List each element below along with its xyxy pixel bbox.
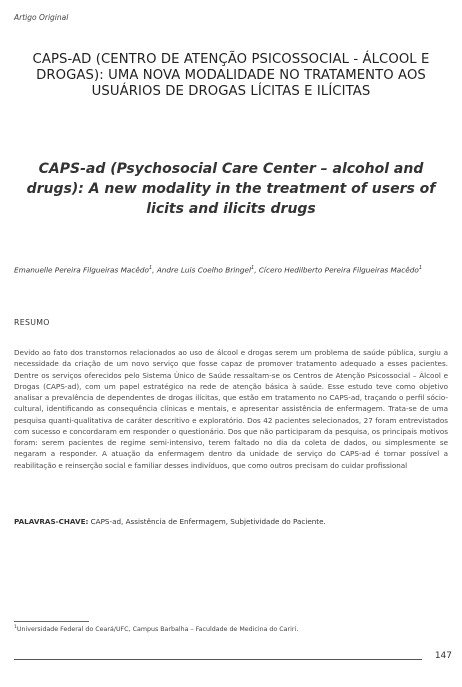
article-title-pt: CAPS-AD (CENTRO DE ATENÇÃO PSICOSSOCIAL - ÁLCOOL E DROGAS): UMA NOVA MODALIDADE NO TRATAMENTO AOS USUÁRIOS DE DROGAS LÍCITAS E ILÍCITAS — [32, 52, 430, 99]
keywords-text: CAPS-ad, Assistência de Enfermagem, Subjetividade do Paciente. — [90, 517, 326, 526]
author-affiliation-marker: 1 — [418, 265, 423, 271]
footnote-text: Universidade Federal do Ceará/UFC, Campus Barbalha – Faculdade de Medicina do Cariri. — [16, 626, 299, 634]
author-affiliation-marker: 1 — [251, 265, 255, 271]
author-name: Emanuelle Pereira Filgueiras Macêdo — [14, 265, 149, 275]
abstract-heading: RESUMO — [14, 318, 50, 327]
author-name: Andre Luis Coelho Bringel — [156, 265, 251, 275]
footnote-marker: 1 — [14, 625, 17, 630]
keywords-line — [14, 516, 448, 527]
footnote — [14, 625, 448, 633]
author-name: Cícero Hedilberto Pereira Filgueiras Macêdo — [258, 265, 419, 275]
footnote-divider — [14, 621, 89, 622]
footer-divider — [14, 659, 422, 660]
article-title-en: CAPS-ad (Psychosocial Care Center – alcohol and drugs): A new modality in the treatment of users of licits and ilicits drugs — [26, 161, 436, 217]
author-affiliation-marker: 1 — [148, 265, 153, 271]
page-number: 147 — [434, 651, 452, 661]
section-label: Artigo Original — [14, 13, 69, 22]
abstract-body: Devido ao fato dos transtornos relacionados ao uso de álcool e drogas serem um problema de saúde pública, surgiu a necessidade da criação de um novo serviço que fosse capaz de promover tratamento adequado a esses pacientes. Dentre os serviços oferecidos pelo Sistema Único de Saúde ressaltam-se os Centros de Atenção Psicossocial – Álcool e Drogas (CAPS-ad), com um papel estratégico na rede de atenção básica à saúde. Esse estudo teve como objetivo analisar a prevalência de dependentes de drogas ilícitas, que estão em tratamento no CAPS-ad, traçando o perfil sócio-cultural, identificando as consequência clínicas e mentais, e apresentar assistência de enfermagem. Trata-se de uma pesquisa quanti-qualitativa de caráter descritivo e exploratório. Dos 42 pacientes selecionados, 27 foram entrevistados com sucesso e concordaram em responder o questionário. Dos que não participaram da pesquisa, os principais motivos foram: serem pacientes de regime semi-intensivo, terem faltado no dia da coleta de dados, ou simplesmente se negaram a responder. A atuação da enfermagem dentro da unidade de serviço do CAPS-ad é tornar possível a reabilitação e reinserção social e familiar desses indivíduos, que como outros precisam do cuidar profissional — [14, 348, 448, 470]
author-separator: , — [152, 265, 157, 275]
keywords-label: PALAVRAS-CHAVE: — [14, 517, 89, 526]
author-list — [14, 262, 448, 276]
author-separator: , — [254, 265, 259, 275]
